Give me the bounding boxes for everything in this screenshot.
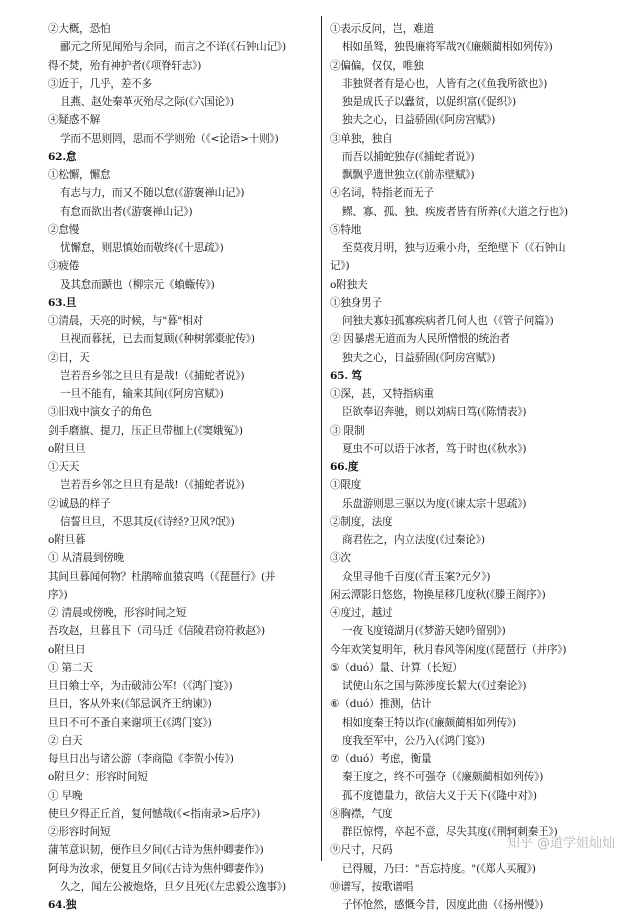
entry-heading: 65. 笃	[330, 369, 362, 382]
text-line: ①天天	[48, 461, 80, 473]
text-line: ③ 限制	[330, 424, 365, 437]
text-line: 每旦日出与诸公游（李商隐《李贺小传》)	[48, 753, 234, 765]
text-line: 旦日飨士卒，为击破沛公军!（《鸿门宴》)	[48, 680, 233, 692]
text-line: ② 因暴虐无道而为人民所憎恨的统治者	[330, 333, 510, 346]
text-line: 及其怠而踬也（柳宗元《蝜蝂传》)	[60, 278, 215, 291]
text-line: ③次	[330, 552, 351, 565]
text-line: ⑧胸襟，气度	[330, 807, 393, 820]
text-line: 一旦不能有，输来其间(《阿房宫赋》)	[60, 388, 224, 400]
text-line: 记》)	[330, 260, 350, 273]
text-line: ③疲倦	[48, 260, 80, 273]
text-line: 学而不思则罔，思而不学则殆（《<论语>十则》)	[60, 132, 279, 145]
text-line: 久之，闻左公被炮烙，旦夕且死(《左忠毅公逸事》)	[60, 880, 286, 893]
text-line: 其间旦暮闻何物？杜鹃啼血猿哀鸣（《琵琶行》(并	[48, 570, 276, 583]
text-line: 忧懈怠，则思慎始而敬终(《十思疏》)	[60, 242, 224, 254]
text-line: 至莫夜月明，独与迈乘小舟，至绝壁下（《石钟山	[342, 242, 566, 254]
text-line: 众里寻他千百度(《青玉案?元夕》)	[342, 570, 491, 583]
text-line: 子怀怆然，感慨今昔，因度此曲（《扬州慢》)	[342, 899, 544, 911]
text-line: 吾攻赵，旦暮且下（司马迁《信陵君窃符救赵》)	[48, 625, 265, 638]
text-line: o附旦日	[48, 643, 86, 656]
text-line: 秦王度之，终不可强夺（《廉颇蔺相如列传》)	[342, 771, 544, 784]
text-line: 度我至军中，公乃入(《鸿门宴》)	[342, 734, 485, 747]
entry-heading: 63.旦	[48, 296, 77, 309]
right-column	[330, 20, 620, 911]
text-line: 旦视而暮抚，已去而复顾(《种树郭橐驼传》)	[60, 333, 255, 346]
text-line: 已得履，乃曰："吾忘持度。"(《郑人买履》)	[342, 862, 536, 875]
column-divider	[321, 16, 322, 861]
text-line: 得不焚，殆有神护者(《项脊轩志》)	[48, 59, 202, 72]
text-line: ③旧戏中演女子的角色	[48, 406, 152, 419]
text-line: 岂若吾乡邻之旦旦有是哉!（《捕蛇者说》)	[60, 369, 245, 382]
text-line: 相如度秦王特以诈(《廉颇蔺相如列传》)	[342, 716, 516, 729]
text-line: o附旦夕：形容时间短	[48, 771, 148, 784]
text-line: 信誓旦旦，不思其反(《诗经?卫风?氓》)	[60, 515, 235, 528]
text-line: 有志与力，而又不随以怠(《游褒禅山记》)	[60, 187, 245, 200]
left-column	[48, 20, 314, 911]
text-line: 岂若吾乡邻之旦旦有是哉!（《捕蛇者说》)	[60, 479, 245, 492]
watermark-text: 知乎 @道学姐灿灿	[506, 836, 615, 851]
text-line: 独夫之心，日益骄固(《阿房宫赋》)	[342, 114, 496, 127]
text-line: 今年欢笑复明年，秋月春风等闲度(《琵琶行（并序》)	[330, 643, 567, 656]
text-line: ②诚恳的样子	[48, 497, 111, 510]
text-line: 旦日，客从外来(《邹忌讽齐王纳谏》)	[48, 698, 212, 711]
text-line: 一夜飞度镜湖月(《梦游天姥吟留别》)	[342, 625, 506, 638]
text-line: ① 第二天	[48, 661, 93, 674]
text-line: 独夫之心，日益骄固(《阿房宫赋》)	[342, 351, 496, 364]
text-line: 使旦夕得正丘首，复何憾哉(《<指南录>后序》)	[48, 807, 261, 820]
text-line: ④名词，特指老而无子	[330, 187, 434, 200]
text-line: 试使山东之国与陈涉度长絜大(《过秦论》)	[342, 680, 527, 692]
text-line: ① 从清晨到傍晚	[48, 552, 124, 565]
text-line: o附旦旦	[48, 442, 86, 455]
text-line: 而吾以捕蛇独存(《捕蛇者说》)	[342, 150, 475, 163]
text-line: ②形容时间短	[48, 826, 111, 838]
text-line: ③单独，独自	[330, 132, 393, 145]
text-line: 郦元之所见闻殆与余同，而言之不详(《石钟山记》)	[60, 41, 286, 54]
text-line: 鳏、寡、孤、独、疾废者皆有所养(《大道之行也》)	[342, 205, 568, 218]
text-line: ②怠慢	[48, 223, 80, 236]
text-line: ②日，天	[48, 351, 90, 364]
text-line: ④疑惑不解	[48, 114, 100, 127]
text-line: ①限度	[330, 479, 362, 492]
text-line: 乐盘游则思三驱以为度(《谏太宗十思疏》)	[342, 497, 527, 510]
entry-heading: 62.怠	[48, 150, 77, 163]
text-line: 阿母为汝求，便复且夕间(《古诗为焦仲卿妻作》)	[48, 862, 264, 875]
text-line: ⑤（duó）量、计算（长短）	[330, 661, 463, 674]
text-line: 问独夫寡妇孤寡疾病者几何人也（《管子问篇》)	[342, 315, 554, 327]
text-line: ② 清晨或傍晚，形容时间之短	[48, 607, 187, 619]
text-line: 蒲苇意识韧，便作旦夕间(《古诗为焦仲卿妻作》)	[48, 844, 264, 857]
text-line: 独是成氏子以蠹贫，以促织富(《促织》)	[342, 96, 516, 108]
text-line: ① 早晚	[48, 789, 83, 802]
text-line: 相如虽驽，独畏廉将军哉?(《廉颇蔺相如列传》)	[342, 41, 553, 54]
text-line: ⑦（duó）考虑，衡量	[330, 753, 432, 765]
text-line: ①松懈，懈怠	[48, 169, 111, 181]
text-line: ①独身男子	[330, 296, 382, 309]
text-line: ④度过，越过	[330, 607, 393, 619]
entry-heading: 64.独	[48, 899, 77, 911]
entry-heading: 66.度	[330, 461, 359, 473]
text-line: ⑥（duó）推测，估计	[330, 698, 432, 711]
text-line: ⑨尺寸，尺码	[330, 844, 393, 857]
text-line: ①深，甚，又特指病重	[330, 388, 434, 400]
text-line: ①表示反问，岂，难道	[330, 23, 434, 35]
text-line: ②大概，恐怕	[48, 23, 111, 35]
text-line: 旦日不可不蚤自来谢项王(《鸿门宴》)	[48, 716, 212, 729]
text-line: ⑩谱写，按歌谱唱	[330, 880, 414, 893]
text-line: 剑手磨旗、提刀，压正旦带枷上(《窦娥冤》)	[48, 424, 243, 437]
text-line: ②偏偏，仅仅，唯独	[330, 59, 424, 72]
text-line: 闲云潭影日悠悠，物换星移几度秋(《滕王阁序》)	[330, 588, 546, 601]
text-line: ⑤特地	[330, 223, 362, 236]
text-line: ②制度，法度	[330, 515, 393, 528]
text-line: ③近于，几乎，差不多	[48, 77, 152, 90]
text-line: 群臣惊愕，卒起不意，尽失其度(《荆轲刺秦王》)	[342, 826, 558, 838]
text-line: 商君佐之，内立法度(《过秦论》)	[342, 534, 485, 546]
text-line: 且燕、赵处秦革灭殆尽之际(《六国论》)	[60, 96, 234, 108]
text-line: 序》)	[48, 588, 68, 601]
text-line: 飘飘乎遗世独立(《前赤壁赋》)	[342, 169, 475, 181]
text-line: ①清晨，天亮的时候，与"暮"相对	[48, 315, 203, 327]
text-line: 有怠而欲出者(《游褒禅山记》)	[60, 205, 193, 218]
text-line: o附独夫	[330, 278, 368, 291]
text-line: 夏虫不可以语于冰者，笃于时也(《秋水》)	[342, 442, 527, 455]
text-line: 臣欲奉诏奔驰，则以刘病日笃(《陈情表》)	[342, 406, 527, 419]
text-line: 孤不度德量力，欲信大义于天下(《隆中对》)	[342, 789, 537, 802]
text-line: o附旦暮	[48, 534, 86, 546]
text-line: 非独贤者有是心也，人皆有之(《鱼我所欲也》)	[342, 77, 548, 90]
text-line: ② 白天	[48, 734, 83, 747]
